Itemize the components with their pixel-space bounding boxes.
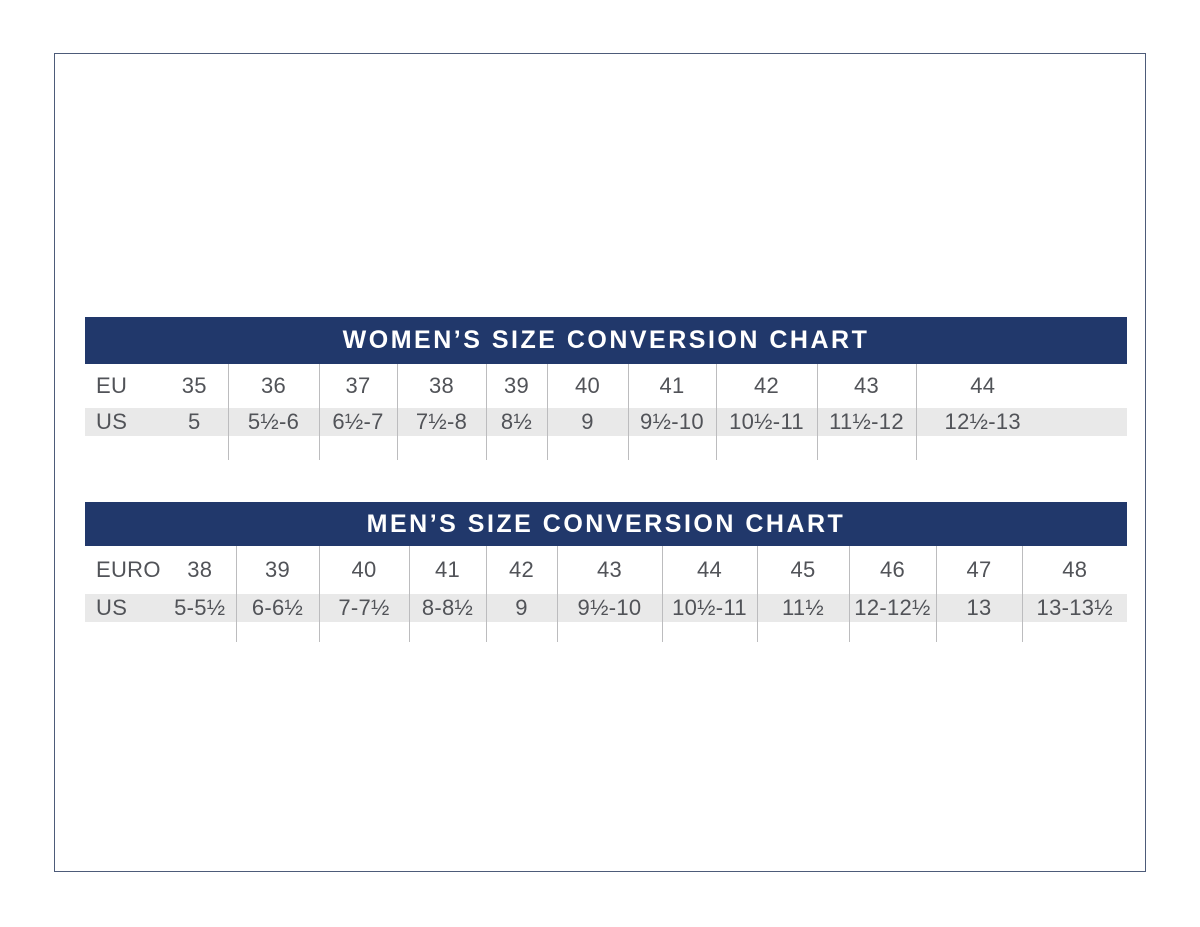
women-us-row [85, 408, 1127, 436]
women-spacer-row-cell [547, 436, 628, 460]
men-us-row-cell: 13 [936, 594, 1022, 622]
men-size-row-cell: 40 [319, 546, 409, 594]
men-size-row-cell: 44 [662, 546, 757, 594]
women-us-row-cell: 7½-8 [397, 408, 486, 436]
men-spacer-row-cell [1022, 622, 1127, 642]
women-spacer-row-cell [916, 436, 1049, 460]
men-size-row-cell: 48 [1022, 546, 1127, 594]
men-spacer-row-label [85, 622, 164, 642]
men-us-row-cell: 10½-11 [662, 594, 757, 622]
men-size-row [85, 546, 1127, 594]
women-size-row-cell: 37 [319, 364, 397, 408]
women-us-row-cell: 5 [187, 409, 201, 434]
men-us-row [85, 594, 1127, 622]
men-us-row-cell: 9 [486, 594, 557, 622]
men-spacer-row-cell [757, 622, 849, 642]
mens-size-table [85, 546, 1127, 642]
men-us-row-cell: 7-7½ [319, 594, 409, 622]
women-size-row-cell: 40 [547, 364, 628, 408]
men-us-row-cell: 5-5½ [174, 595, 226, 620]
men-size-row-cell: 42 [486, 546, 557, 594]
women-spacer-row-cell [628, 436, 716, 460]
men-spacer-row-cell [409, 622, 486, 642]
women-us-row-cell: 9½-10 [628, 408, 716, 436]
womens-size-chart-section [85, 317, 1127, 460]
women-spacer-row-cell [319, 436, 397, 460]
men-size-row-cell: 43 [557, 546, 662, 594]
womens-chart-title: WOMEN’S SIZE CONVERSION CHART [342, 326, 870, 354]
men-spacer-row-cell [936, 622, 1022, 642]
women-us-row-cell: 11½-12 [817, 408, 916, 436]
women-us-row-cell: 5½-6 [228, 408, 319, 436]
men-us-row-cell: 12-12½ [849, 594, 936, 622]
womens-chart-banner [85, 317, 1127, 364]
women-spacer-row-cell [716, 436, 817, 460]
women-size-row-cell: 44 [916, 364, 1049, 408]
women-spacer-row-filler [1049, 436, 1127, 460]
men-spacer-row-cell [486, 622, 557, 642]
men-spacer-row-cell [849, 622, 936, 642]
men-us-row-label: US [96, 595, 128, 620]
women-spacer-row-cell [161, 436, 228, 460]
men-size-row-cell: 45 [757, 546, 849, 594]
men-spacer-row-cell [319, 622, 409, 642]
women-size-row-cell: 42 [716, 364, 817, 408]
women-us-row-label: US [96, 409, 128, 434]
women-size-row-cell: 43 [817, 364, 916, 408]
women-size-row-cell: 39 [486, 364, 547, 408]
women-us-row-cell: 8½ [486, 408, 547, 436]
mens-size-chart-section [85, 502, 1127, 642]
women-spacer-row-cell [228, 436, 319, 460]
men-spacer-row-cell [662, 622, 757, 642]
women-size-row-cell: 38 [397, 364, 486, 408]
women-us-row-cell: 9 [547, 408, 628, 436]
mens-chart-title: MEN’S SIZE CONVERSION CHART [366, 509, 846, 538]
womens-size-table [85, 364, 1127, 460]
women-us-row-cell: 6½-7 [319, 408, 397, 436]
women-spacer-row-cell [397, 436, 486, 460]
men-size-row-cell: 41 [409, 546, 486, 594]
women-size-row-cell: 35 [181, 373, 207, 398]
women-spacer-row-label [85, 436, 161, 460]
women-us-row-cell: 10½-11 [716, 408, 817, 436]
women-us-row-cell: 12½-13 [916, 408, 1049, 436]
men-us-row-cell: 8-8½ [409, 594, 486, 622]
women-size-row-cell: 41 [628, 364, 716, 408]
women-spacer-row-cell [486, 436, 547, 460]
men-spacer-row-cell [236, 622, 319, 642]
men-size-row-cell: 46 [849, 546, 936, 594]
women-size-row-filler [1049, 364, 1127, 408]
men-us-row-cell: 13-13½ [1022, 594, 1127, 622]
men-size-row-cell: 39 [236, 546, 319, 594]
men-size-row-cell: 38 [187, 557, 213, 582]
women-size-row-cell: 36 [228, 364, 319, 408]
men-us-row-cell: 9½-10 [557, 594, 662, 622]
women-us-row-filler [1049, 408, 1127, 436]
men-size-row-cell: 47 [936, 546, 1022, 594]
men-us-row-cell: 6-6½ [236, 594, 319, 622]
men-spacer-row-cell [557, 622, 662, 642]
women-size-row [85, 364, 1127, 408]
men-spacer-row-cell [164, 622, 236, 642]
mens-chart-banner [85, 502, 1127, 546]
document-page [54, 53, 1146, 872]
women-spacer-row [85, 436, 1127, 460]
men-us-row-cell: 11½ [757, 594, 849, 622]
men-spacer-row [85, 622, 1127, 642]
women-spacer-row-cell [817, 436, 916, 460]
men-size-row-label: EURO [96, 557, 161, 582]
women-size-row-label: EU [96, 373, 128, 398]
